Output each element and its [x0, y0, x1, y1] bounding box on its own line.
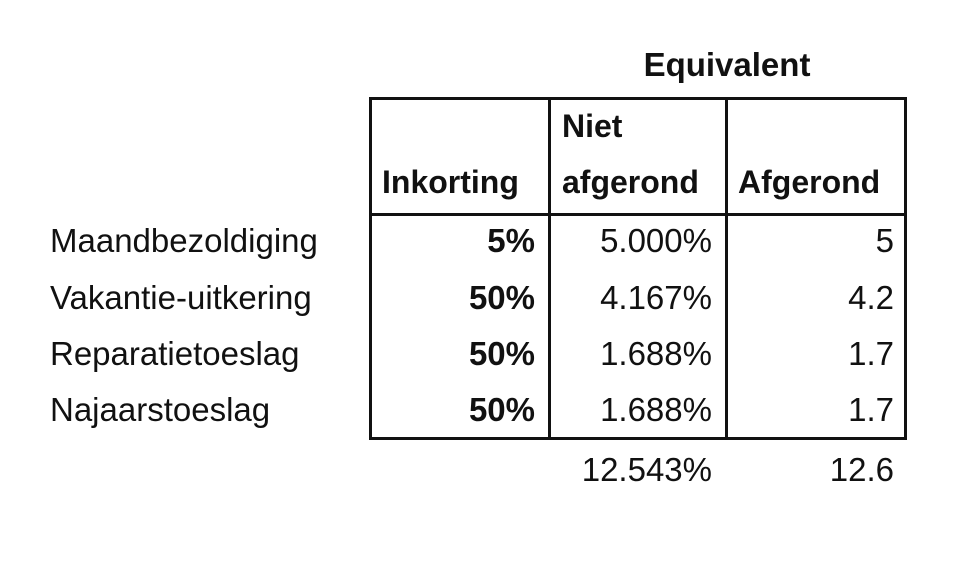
cell-niet-afgerond: 1.688%: [600, 391, 712, 428]
cell-afgerond: 4.2: [848, 279, 894, 316]
cell-afgerond: 1.7: [848, 335, 894, 372]
row-label: Najaarstoeslag: [50, 391, 271, 428]
header-afgerond: Afgerond: [738, 164, 881, 200]
header-niet-afgerond-line1: Niet: [562, 108, 623, 144]
cell-inkorting: 5%: [487, 222, 535, 259]
cell-afgerond: 5: [875, 222, 894, 259]
cell-niet-afgerond: 5.000%: [600, 222, 712, 259]
group-header-equivalent: Equivalent: [643, 46, 811, 83]
cell-inkorting: 50%: [468, 279, 535, 316]
row-label: Reparatietoeslag: [50, 335, 300, 372]
cell-niet-afgerond: 1.688%: [600, 335, 712, 372]
header-divider: [372, 213, 904, 216]
column-divider-2: [725, 100, 728, 437]
cell-niet-afgerond: 4.167%: [600, 279, 712, 316]
header-inkorting: Inkorting: [382, 164, 519, 200]
table-frame: [369, 97, 907, 440]
cell-inkorting: 50%: [468, 335, 535, 372]
header-niet-afgerond-line2: afgerond: [562, 164, 699, 200]
total-niet-afgerond: 12.543%: [581, 451, 712, 488]
total-afgerond: 12.6: [829, 451, 894, 488]
row-label: Vakantie-uitkering: [50, 279, 312, 316]
cell-afgerond: 1.7: [848, 391, 894, 428]
cell-inkorting: 50%: [468, 391, 535, 428]
column-divider-1: [548, 100, 551, 437]
row-label: Maandbezoldiging: [50, 222, 318, 259]
